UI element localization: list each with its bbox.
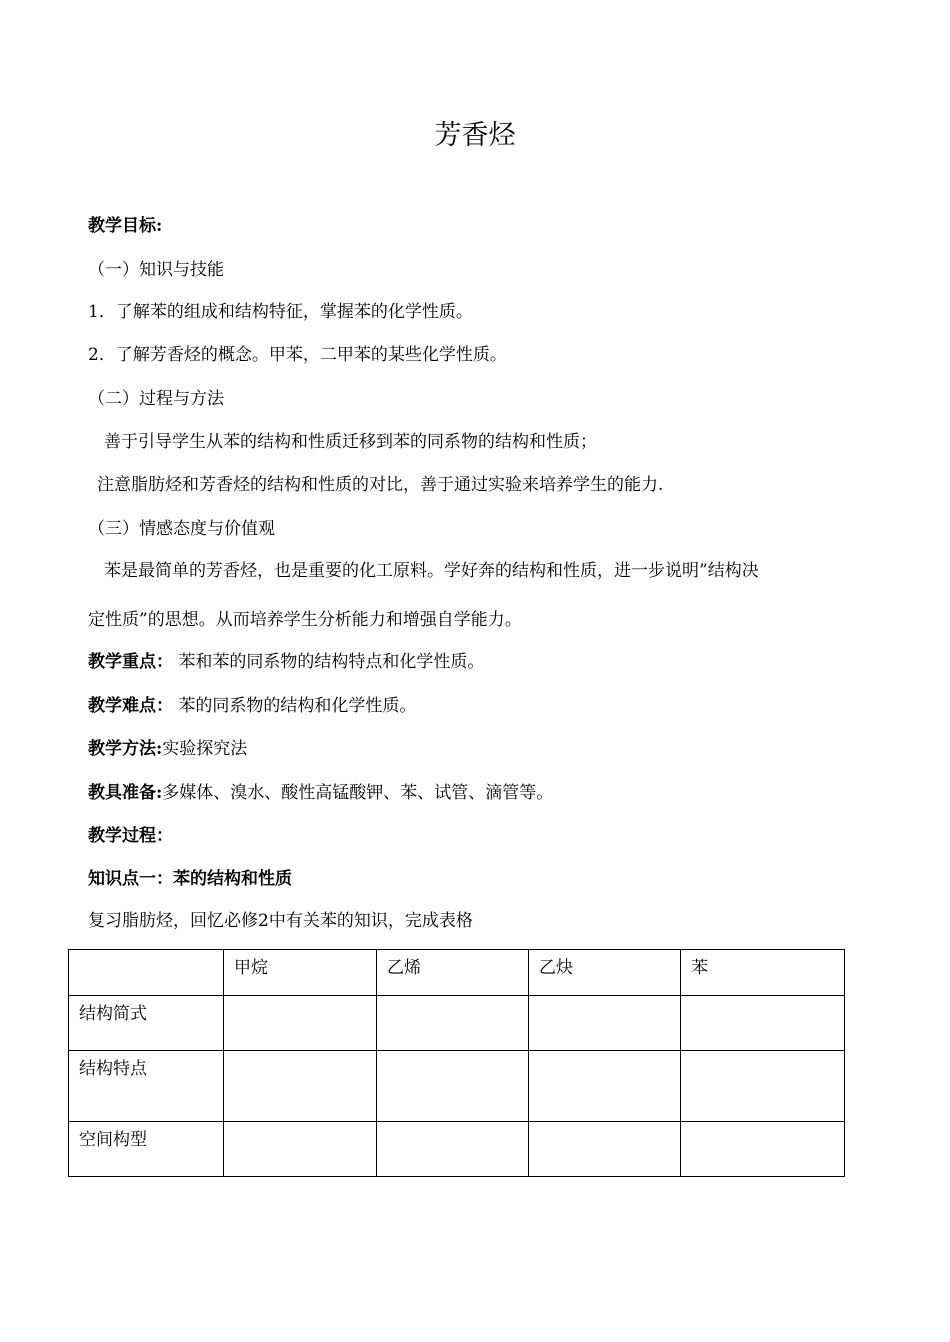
table-header-cell: 苯	[681, 950, 845, 996]
difficulties-label: 教学难点：	[88, 696, 173, 716]
table-cell	[224, 996, 377, 1051]
objectives-heading: 教学目标:	[88, 216, 163, 236]
knowledge-item-1: 1．了解苯的组成和结构特征，掌握苯的化学性质。	[88, 302, 473, 322]
knowledge-point-1-heading: 知识点一：苯的结构和性质	[88, 869, 292, 889]
table-cell	[681, 1122, 845, 1177]
key-points-row	[88, 650, 484, 674]
table-cell	[224, 1122, 377, 1177]
emotion-values-heading: （三）情感态度与价值观	[88, 519, 275, 539]
knowledge-skills-heading: （一）知识与技能	[88, 260, 224, 280]
table-cell	[681, 996, 845, 1051]
review-instruction: 复习脂肪烃，回忆必修2中有关苯的知识，完成表格	[88, 911, 473, 931]
table-cell	[224, 1051, 377, 1122]
table-row	[69, 1051, 845, 1122]
document-title: 芳香烃	[434, 120, 516, 151]
key-points-label: 教学重点：	[88, 652, 173, 672]
method-row	[88, 737, 247, 761]
table-cell	[529, 996, 681, 1051]
knowledge-item-2: 2．了解芳香烃的概念。甲苯，二甲苯的某些化学性质。	[88, 345, 507, 365]
table-row	[69, 996, 845, 1051]
difficulties-text: 苯的同系物的结构和化学性质。	[178, 696, 417, 716]
table-cell	[681, 1051, 845, 1122]
method-text: 实验探究法	[162, 739, 248, 759]
table-header-cell: 乙炔	[529, 950, 681, 996]
table-cell	[529, 1122, 681, 1177]
process-method-line-1: 善于引导学生从苯的结构和性质迁移到苯的同系物的结构和性质；	[104, 432, 597, 452]
tools-text: 多媒体、溴水、酸性高锰酸钾、苯、试管、滴管等。	[162, 783, 554, 803]
emotion-values-line-2: 定性质”的思想。从而培养学生分析能力和增强自学能力。	[88, 610, 522, 630]
table-cell	[529, 1051, 681, 1122]
table-row-label: 结构简式	[69, 996, 224, 1051]
table-cell	[377, 996, 529, 1051]
process-method-heading: （二）过程与方法	[88, 389, 224, 409]
tools-label: 教具准备:	[88, 783, 163, 803]
table-header-cell: 甲烷	[224, 950, 377, 996]
table-cell	[377, 1051, 529, 1122]
process-method-line-2: 注意脂肪烃和芳香烃的结构和性质的对比，善于通过实验来培养学生的能力.	[97, 475, 664, 495]
table-row	[69, 1122, 845, 1177]
difficulties-row	[88, 694, 416, 718]
table-row-label: 结构特点	[69, 1051, 224, 1122]
method-label: 教学方法:	[88, 739, 163, 759]
table-row-label: 空间构型	[69, 1122, 224, 1177]
table-header-cell: 乙烯	[377, 950, 529, 996]
table-header-cell	[69, 950, 224, 996]
table-header-row	[69, 950, 845, 996]
process-heading: 教学过程：	[88, 826, 173, 846]
comparison-table	[68, 949, 845, 1177]
key-points-text: 苯和苯的同系物的结构特点和化学性质。	[178, 652, 485, 672]
tools-row	[88, 781, 553, 805]
table-cell	[377, 1122, 529, 1177]
emotion-values-line-1: 苯是最简单的芳香烃，也是重要的化工原料。学好奔的结构和性质，进一步说明”结构决	[104, 561, 759, 581]
